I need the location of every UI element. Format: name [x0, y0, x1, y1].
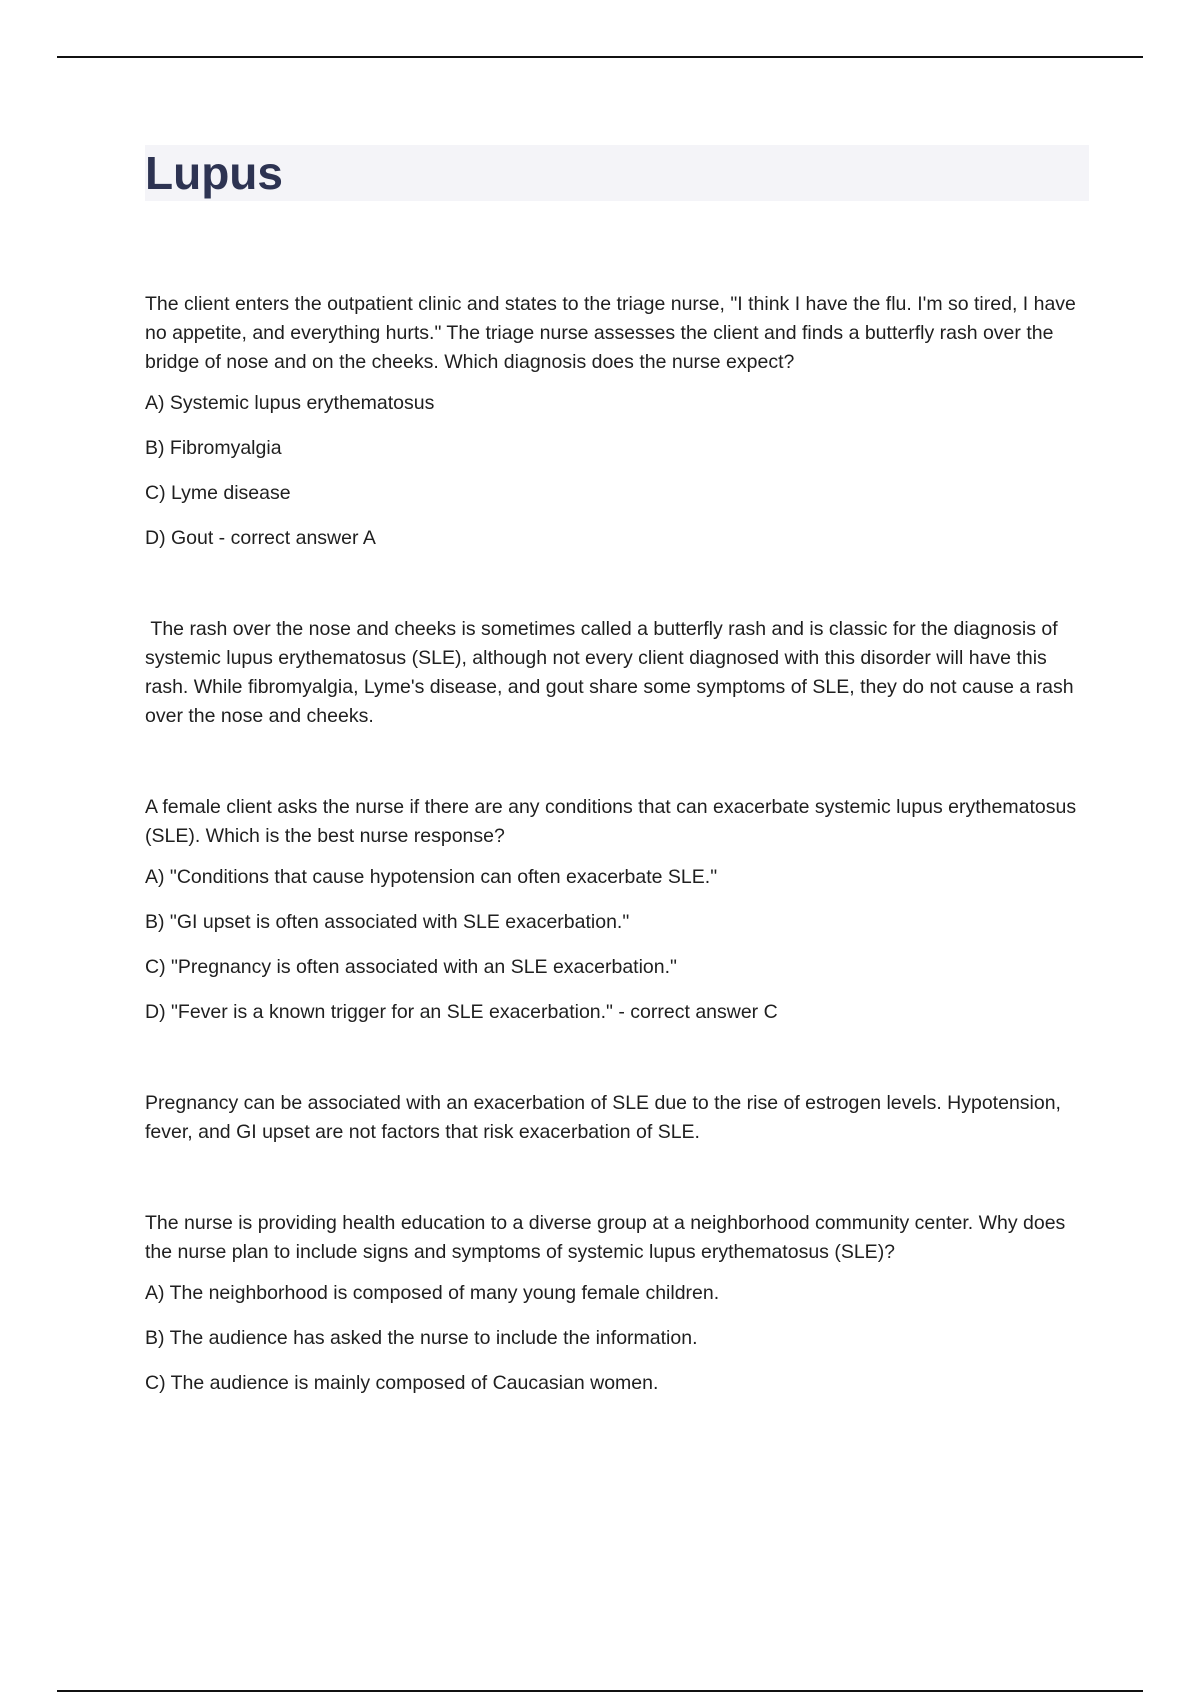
page-title: Lupus — [145, 147, 283, 199]
question-stem: The nurse is providing health education to a diverse group at a neighborhood community center. Why does the nurse plan to include signs and symptoms of systemic lupus erythematosus (SLE)? — [145, 1212, 1066, 1263]
top-rule — [57, 56, 1143, 58]
answer-option: C) "Pregnancy is often associated with an SLE exacerbation." — [145, 956, 677, 978]
title-band — [145, 145, 1089, 201]
answer-option: C) The audience is mainly composed of Caucasian women. — [145, 1372, 659, 1394]
answer-option: D) Gout - correct answer A — [145, 527, 376, 549]
answer-option: A) Systemic lupus erythematosus — [145, 392, 435, 414]
answer-option: B) The audience has asked the nurse to include the information. — [145, 1327, 698, 1349]
answer-option: D) "Fever is a known trigger for an SLE exacerbation." - correct answer C — [145, 1001, 778, 1023]
question-block — [145, 290, 1085, 553]
question-stem: A female client asks the nurse if there are any conditions that can exacerbate systemic lupus erythematosus (SLE). Which is the best nurse response? — [145, 796, 1077, 847]
answer-option: A) The neighborhood is composed of many young female children. — [145, 1282, 720, 1304]
answer-option: B) Fibromyalgia — [145, 437, 282, 459]
question-block — [145, 1209, 1085, 1398]
question-block — [145, 793, 1085, 1027]
bottom-rule — [57, 1690, 1143, 1692]
rationale-paragraph: Pregnancy can be associated with an exacerbation of SLE due to the rise of estrogen levels. Hypotension, fever, and GI upset are not factors that risk exacerbation of SLE. — [145, 1092, 1061, 1143]
rationale-paragraph: The rash over the nose and cheeks is sometimes called a butterfly rash and is classic for the diagnosis of systemic lupus erythematosus (SLE), although not every client diagnosed with this disorder will have this rash. While fibromyalgia, Lyme's disease, and gout share some symptoms of SLE, they do not cause a rash over the nose and cheeks. — [145, 618, 1080, 727]
answer-option: B) "GI upset is often associated with SLE exacerbation." — [145, 911, 630, 933]
document-body — [145, 290, 1085, 1398]
answer-option: A) "Conditions that cause hypotension can often exacerbate SLE." — [145, 866, 718, 888]
answer-option: C) Lyme disease — [145, 482, 291, 504]
question-stem: The client enters the outpatient clinic and states to the triage nurse, "I think I have the flu. I'm so tired, I have no appetite, and everything hurts." The triage nurse assesses the client and finds a butterfly rash over the bridge of nose and on the cheeks. Which diagnosis does the nurse expect? — [145, 293, 1076, 373]
